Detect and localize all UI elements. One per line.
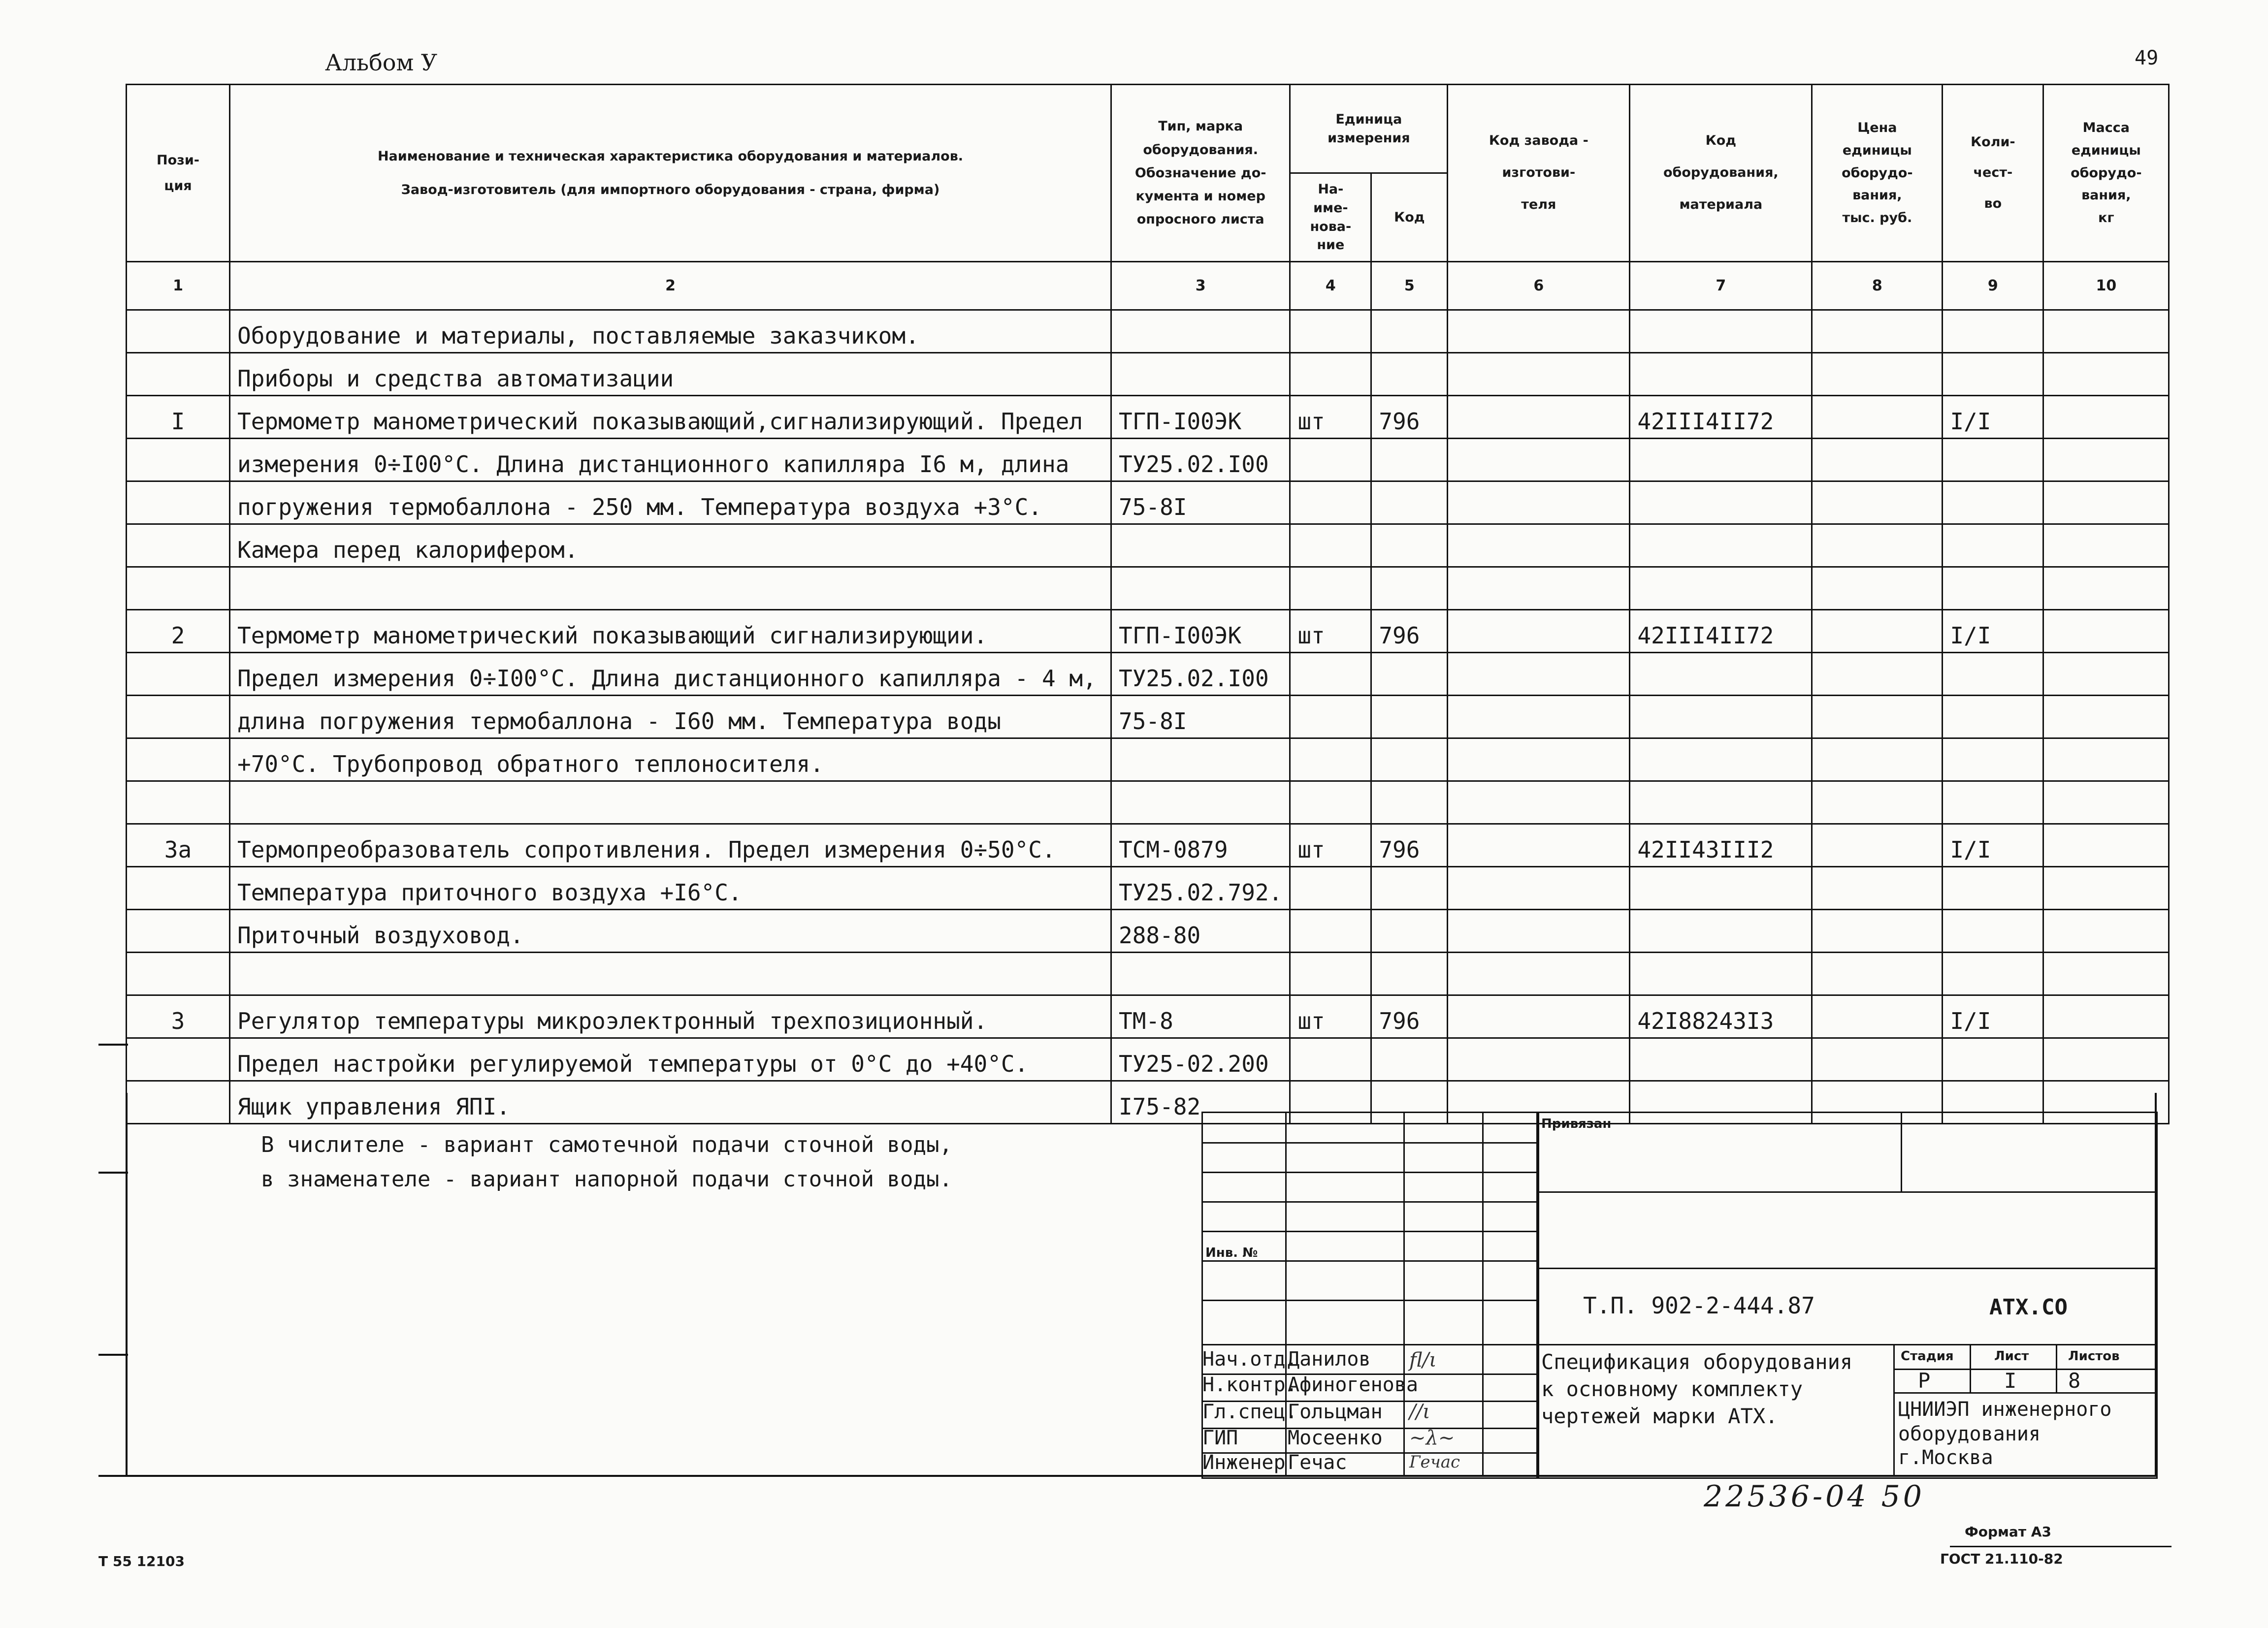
table-row <box>127 696 2169 738</box>
plant-code-cell <box>1448 310 1630 353</box>
mass-cell <box>2043 567 2169 610</box>
position-cell <box>127 738 230 781</box>
plant-code-cell <box>1448 481 1630 524</box>
equipment-code-cell: 42III4II72 <box>1630 610 1812 653</box>
mass-cell <box>2043 396 2169 439</box>
quantity-cell: I/I <box>1943 824 2043 867</box>
staff-role: Инженер <box>1202 1451 1286 1474</box>
equipment-code-cell <box>1630 653 1812 696</box>
plant-code-cell <box>1448 995 1630 1038</box>
bottom-left-code: Т 55 12103 <box>98 1553 185 1569</box>
column-number: 3 <box>1111 262 1290 310</box>
document-mark: АТХ.СО <box>1989 1295 2068 1320</box>
unit-name-cell <box>1290 524 1371 567</box>
mass-cell <box>2043 1038 2169 1081</box>
plant-code-cell <box>1448 524 1630 567</box>
equipment-code-cell <box>1630 953 1812 995</box>
mass-cell <box>2043 953 2169 995</box>
position-cell <box>127 524 230 567</box>
name-cell: Регулятор температуры микроэлектронный трехпозиционный. <box>230 995 1111 1038</box>
unit-code-cell <box>1371 1038 1448 1081</box>
header-unit-code: Код <box>1371 173 1448 262</box>
mass-cell <box>2043 696 2169 738</box>
type-cell: ТГП-I00ЭК <box>1111 396 1290 439</box>
staff-name: Гечас <box>1288 1451 1347 1474</box>
quantity-cell <box>1943 653 2043 696</box>
table-row <box>127 310 2169 353</box>
table-row <box>127 995 2169 1038</box>
quantity-cell <box>1943 481 2043 524</box>
unit-code-cell: 796 <box>1371 396 1448 439</box>
unit-code-cell <box>1371 781 1448 824</box>
equipment-code-cell <box>1630 867 1812 910</box>
unit-name-cell: шт <box>1290 995 1371 1038</box>
header-position: Пози- ция <box>127 85 230 262</box>
header-plant-code: Код завода - изготови- теля <box>1448 85 1630 262</box>
binding-tick <box>98 1044 128 1046</box>
price-cell <box>1812 953 1943 995</box>
equipment-code-cell <box>1630 353 1812 396</box>
unit-code-cell <box>1371 567 1448 610</box>
price-cell <box>1812 439 1943 481</box>
quantity-cell <box>1943 696 2043 738</box>
name-cell: Предел настройки регулируемой температуры от 0°С до +40°С. <box>230 1038 1111 1081</box>
equipment-code-cell: 42III4II72 <box>1630 396 1812 439</box>
plant-code-cell <box>1448 567 1630 610</box>
unit-code-cell: 796 <box>1371 610 1448 653</box>
price-cell <box>1812 867 1943 910</box>
type-cell <box>1111 953 1290 995</box>
price-cell <box>1812 310 1943 353</box>
header-unit-group: Единица измерения <box>1290 85 1448 173</box>
signature-mark: ~λ~ <box>1409 1427 1455 1449</box>
column-number: 6 <box>1448 262 1630 310</box>
column-number: 9 <box>1943 262 2043 310</box>
type-cell: I75-82 <box>1111 1081 1290 1124</box>
quantity-cell <box>1943 781 2043 824</box>
name-cell: Предел измерения 0÷I00°С. Длина дистанционного капилляра - 4 м, <box>230 653 1111 696</box>
name-cell: Термопреобразователь сопротивления. Предел измерения 0÷50°С. <box>230 824 1111 867</box>
type-cell: ТУ25.02.I00 <box>1111 653 1290 696</box>
sheets-value: 8 <box>2068 1369 2081 1393</box>
type-cell <box>1111 524 1290 567</box>
unit-code-cell <box>1371 653 1448 696</box>
sheet-value: I <box>2004 1369 2017 1393</box>
organization-line: оборудования <box>1898 1423 2041 1445</box>
mass-cell <box>2043 439 2169 481</box>
price-cell <box>1812 524 1943 567</box>
table-row <box>127 867 2169 910</box>
equipment-code-cell <box>1630 310 1812 353</box>
unit-name-cell <box>1290 1038 1371 1081</box>
name-cell: Приборы и средства автоматизации <box>230 353 1111 396</box>
quantity-cell <box>1943 1038 2043 1081</box>
quantity-cell <box>1943 567 2043 610</box>
unit-code-cell <box>1371 481 1448 524</box>
column-number: 2 <box>230 262 1111 310</box>
unit-code-cell <box>1371 910 1448 953</box>
quantity-cell <box>1943 738 2043 781</box>
handwritten-number: 22536-04 50 <box>1704 1479 1925 1514</box>
table-row <box>127 653 2169 696</box>
quantity-cell: I/I <box>1943 995 2043 1038</box>
type-cell: 75-8I <box>1111 696 1290 738</box>
unit-code-cell <box>1371 310 1448 353</box>
table-row <box>127 610 2169 653</box>
plant-code-cell <box>1448 867 1630 910</box>
table-row <box>127 910 2169 953</box>
type-cell: 75-8I <box>1111 481 1290 524</box>
stamp-grid <box>1201 1112 1539 1479</box>
unit-name-cell: шт <box>1290 610 1371 653</box>
price-cell <box>1812 696 1943 738</box>
header-type: Тип, марка оборудования. Обозначение до- кумента и номер опросного листа <box>1111 85 1290 262</box>
staff-name: Афиногенова <box>1288 1373 1418 1396</box>
unit-code-cell <box>1371 738 1448 781</box>
price-cell <box>1812 824 1943 867</box>
quantity-cell <box>1943 910 2043 953</box>
unit-name-cell <box>1290 481 1371 524</box>
column-number: 7 <box>1630 262 1812 310</box>
organization-line: г.Москва <box>1898 1446 1993 1469</box>
sheets-label: Листов <box>2068 1349 2120 1364</box>
plant-code-cell <box>1448 396 1630 439</box>
unit-name-cell: шт <box>1290 396 1371 439</box>
binding-tick <box>98 1354 128 1356</box>
position-cell <box>127 439 230 481</box>
type-cell <box>1111 567 1290 610</box>
unit-name-cell <box>1290 310 1371 353</box>
type-cell <box>1111 310 1290 353</box>
position-cell: I <box>127 396 230 439</box>
column-number: 10 <box>2043 262 2169 310</box>
mass-cell <box>2043 481 2169 524</box>
frame-left <box>126 1093 128 1477</box>
equipment-code-cell <box>1630 738 1812 781</box>
position-cell <box>127 1081 230 1124</box>
position-cell <box>127 310 230 353</box>
price-cell <box>1812 353 1943 396</box>
unit-name-cell <box>1290 953 1371 995</box>
header-name: Наименование и техническая характеристика оборудования и материалов. Завод-изготовитель (для импортного оборудования - страна, фирма) <box>230 85 1111 262</box>
type-cell: ТУ25.02.792. <box>1111 867 1290 910</box>
type-cell: 288-80 <box>1111 910 1290 953</box>
equipment-code-cell: 42I88243I3 <box>1630 995 1812 1038</box>
price-cell <box>1812 738 1943 781</box>
position-cell <box>127 953 230 995</box>
format-label: Формат А3 <box>1965 1524 2051 1540</box>
position-cell <box>127 867 230 910</box>
type-cell: ТУ25-02.200 <box>1111 1038 1290 1081</box>
table-row <box>127 481 2169 524</box>
position-cell <box>127 696 230 738</box>
position-cell <box>127 653 230 696</box>
equipment-code-cell <box>1630 910 1812 953</box>
note-line-2: в знаменателе - вариант напорной подачи сточной воды. <box>261 1167 952 1192</box>
column-number: 1 <box>127 262 230 310</box>
unit-name-cell <box>1290 781 1371 824</box>
quantity-cell <box>1943 953 2043 995</box>
signature-mark: ﬂ/ι <box>1409 1349 1437 1372</box>
staff-role: Н.контр. <box>1202 1373 1297 1396</box>
name-cell: Оборудование и материалы, поставляемые заказчиком. <box>230 310 1111 353</box>
column-number: 5 <box>1371 262 1448 310</box>
staff-name: Данилов <box>1288 1348 1371 1371</box>
unit-code-cell <box>1371 439 1448 481</box>
unit-name-cell <box>1290 353 1371 396</box>
name-cell: длина погружения термобаллона - I60 мм. Температура воды <box>230 696 1111 738</box>
name-cell <box>230 781 1111 824</box>
table-row <box>127 1038 2169 1081</box>
quantity-cell <box>1943 310 2043 353</box>
unit-name-cell: шт <box>1290 824 1371 867</box>
equipment-code-cell: 42II43III2 <box>1630 824 1812 867</box>
stage-value: Р <box>1918 1369 1931 1393</box>
name-cell: погружения термобаллона - 250 мм. Температура воздуха +3°С. <box>230 481 1111 524</box>
price-cell <box>1812 910 1943 953</box>
mass-cell <box>2043 653 2169 696</box>
mass-cell <box>2043 353 2169 396</box>
price-cell <box>1812 1038 1943 1081</box>
name-cell <box>230 953 1111 995</box>
table-row <box>127 567 2169 610</box>
sheet-label: Лист <box>1994 1349 2029 1364</box>
name-cell: Приточный воздуховод. <box>230 910 1111 953</box>
unit-name-cell <box>1290 567 1371 610</box>
plant-code-cell <box>1448 610 1630 653</box>
mass-cell <box>2043 610 2169 653</box>
table-row <box>127 781 2169 824</box>
position-cell <box>127 1038 230 1081</box>
type-cell <box>1111 353 1290 396</box>
equipment-code-cell <box>1630 567 1812 610</box>
unit-name-cell <box>1290 867 1371 910</box>
type-cell: ТУ25.02.I00 <box>1111 439 1290 481</box>
signature-mark: //ι <box>1409 1401 1430 1423</box>
name-cell: Температура приточного воздуха +I6°С. <box>230 867 1111 910</box>
footer-rule <box>1950 1546 2171 1547</box>
name-cell: Термометр манометрический показывающий сигнализирующии. <box>230 610 1111 653</box>
plant-code-cell <box>1448 1038 1630 1081</box>
header-unit-name: На- име- нова- ние <box>1290 173 1371 262</box>
table-row <box>127 738 2169 781</box>
album-label: Альбом У <box>325 49 438 76</box>
table-row <box>127 396 2169 439</box>
plant-code-cell <box>1448 353 1630 396</box>
mass-cell <box>2043 910 2169 953</box>
plant-code-cell <box>1448 439 1630 481</box>
mass-cell <box>2043 824 2169 867</box>
mass-cell <box>2043 310 2169 353</box>
document-code: Т.П. 902-2-444.87 <box>1583 1292 1815 1319</box>
position-cell <box>127 567 230 610</box>
quantity-cell <box>1943 867 2043 910</box>
binding-tick <box>98 1172 128 1174</box>
unit-code-cell <box>1371 696 1448 738</box>
equipment-code-cell <box>1630 696 1812 738</box>
price-cell <box>1812 781 1943 824</box>
unit-code-cell <box>1371 953 1448 995</box>
name-cell: Камера перед калорифером. <box>230 524 1111 567</box>
equipment-code-cell <box>1630 781 1812 824</box>
position-cell <box>127 353 230 396</box>
plant-code-cell <box>1448 696 1630 738</box>
type-cell <box>1111 781 1290 824</box>
header-price: Цена единицы оборудо- вания, тыс. руб. <box>1812 85 1943 262</box>
header-quantity: Коли- чест- во <box>1943 85 2043 262</box>
price-cell <box>1812 610 1943 653</box>
mass-cell <box>2043 867 2169 910</box>
unit-code-cell: 796 <box>1371 824 1448 867</box>
document-title-line: чертежей марки АТХ. <box>1541 1404 1778 1428</box>
name-cell: Ящик управления ЯПI. <box>230 1081 1111 1124</box>
plant-code-cell <box>1448 910 1630 953</box>
price-cell <box>1812 481 1943 524</box>
column-number: 8 <box>1812 262 1943 310</box>
quantity-cell <box>1943 439 2043 481</box>
equipment-code-cell <box>1630 481 1812 524</box>
quantity-cell: I/I <box>1943 610 2043 653</box>
mass-cell <box>2043 738 2169 781</box>
type-cell: ТМ-8 <box>1111 995 1290 1038</box>
equipment-code-cell <box>1630 1038 1812 1081</box>
staff-name: Гольцман <box>1288 1401 1383 1423</box>
type-cell <box>1111 738 1290 781</box>
stage-label: Стадия <box>1901 1349 1954 1364</box>
unit-name-cell <box>1290 910 1371 953</box>
page-number: 49 <box>2135 47 2159 69</box>
price-cell <box>1812 396 1943 439</box>
table-row <box>127 524 2169 567</box>
staff-role: Нач.отд. <box>1202 1348 1297 1371</box>
position-cell: 2 <box>127 610 230 653</box>
staff-name: Мосеенко <box>1288 1427 1383 1449</box>
plant-code-cell <box>1448 953 1630 995</box>
header-equipment-code: Код оборудования, материала <box>1630 85 1812 262</box>
price-cell <box>1812 995 1943 1038</box>
name-cell: измерения 0÷I00°С. Длина дистанционного капилляра I6 м, длина <box>230 439 1111 481</box>
quantity-cell <box>1943 353 2043 396</box>
organization-line: ЦНИИЭП инженерного <box>1898 1398 2112 1421</box>
mass-cell <box>2043 781 2169 824</box>
unit-code-cell <box>1371 524 1448 567</box>
unit-name-cell <box>1290 653 1371 696</box>
table-row <box>127 953 2169 995</box>
name-cell <box>230 567 1111 610</box>
unit-code-cell <box>1371 353 1448 396</box>
type-cell: ТСМ-0879 <box>1111 824 1290 867</box>
plant-code-cell <box>1448 824 1630 867</box>
table-row <box>127 439 2169 481</box>
table-row <box>127 824 2169 867</box>
mass-cell <box>2043 995 2169 1038</box>
quantity-cell: I/I <box>1943 396 2043 439</box>
position-cell: 3а <box>127 824 230 867</box>
unit-name-cell <box>1290 738 1371 781</box>
equipment-code-cell <box>1630 439 1812 481</box>
table-row <box>127 353 2169 396</box>
signature-gechas: Гечас <box>1409 1452 1460 1472</box>
staff-role: Гл.спец. <box>1202 1401 1297 1423</box>
plant-code-cell <box>1448 653 1630 696</box>
specification-table <box>126 84 2170 1124</box>
plant-code-cell <box>1448 738 1630 781</box>
privyazan-label: Привязан <box>1541 1117 1612 1131</box>
equipment-code-cell <box>1630 524 1812 567</box>
unit-code-cell <box>1371 867 1448 910</box>
inventory-number-label: Инв. № <box>1205 1245 1258 1260</box>
document-title-line: Спецификация оборудования <box>1541 1350 1853 1374</box>
column-number-row <box>127 262 2169 310</box>
position-cell <box>127 910 230 953</box>
gost-label: ГОСТ 21.110-82 <box>1940 1551 2063 1567</box>
position-cell: 3 <box>127 995 230 1038</box>
type-cell: ТГП-I00ЭК <box>1111 610 1290 653</box>
unit-code-cell: 796 <box>1371 995 1448 1038</box>
name-cell: Термометр манометрический показывающий,сигнализирующий. Предел <box>230 396 1111 439</box>
unit-name-cell <box>1290 696 1371 738</box>
unit-name-cell <box>1290 439 1371 481</box>
quantity-cell <box>1943 524 2043 567</box>
staff-role: ГИП <box>1202 1427 1238 1449</box>
price-cell <box>1812 567 1943 610</box>
position-cell <box>127 781 230 824</box>
mass-cell <box>2043 524 2169 567</box>
price-cell <box>1812 653 1943 696</box>
document-title-line: к основному комплекту <box>1541 1377 1803 1401</box>
column-number: 4 <box>1290 262 1371 310</box>
header-mass: Масса единицы оборудо- вания, кг <box>2043 85 2169 262</box>
position-cell <box>127 481 230 524</box>
plant-code-cell <box>1448 781 1630 824</box>
name-cell: +70°С. Трубопровод обратного теплоносителя. <box>230 738 1111 781</box>
note-line-1: В числителе - вариант самотечной подачи сточной воды, <box>261 1132 952 1157</box>
